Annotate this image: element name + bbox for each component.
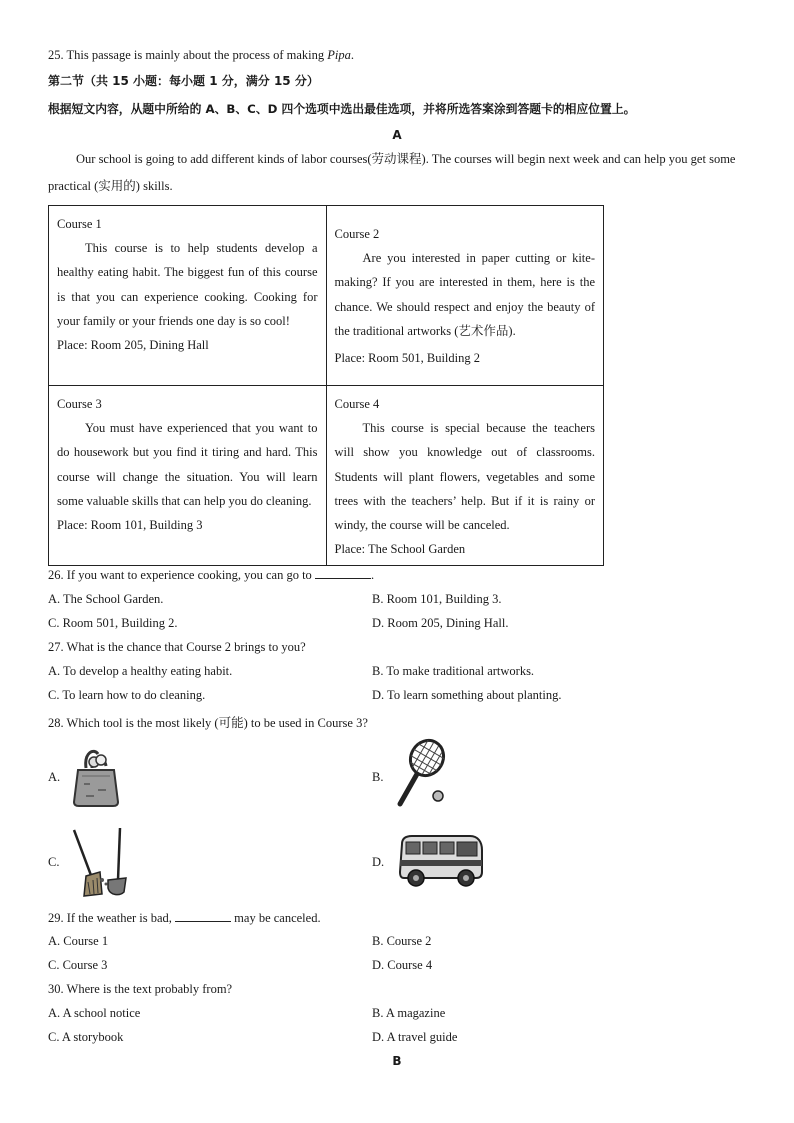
option-d: D. [372,855,385,869]
option-a: A. Course 1 [48,934,109,948]
course-title: Course 3 [57,397,102,411]
section-title: 第二节（共 15 小题：每小题 1 分，满分 15 分） [48,74,319,88]
passage-a-intro: Our school is going to add different kinds of labor courses(劳动课程). The courses will begin next week and can help you get some practical (实用的) skills. [48,152,736,193]
course-4-cell [326,386,604,566]
bag-icon [70,744,122,808]
course-body: This course is special because the teachers will show you knowledge out of classrooms. Students will plant flowers, vegetables and some trees with the teachers’ help. But if it is rainy or windy, the course will be canceled. [334,421,595,533]
course-title: Course 2 [334,227,380,241]
course-body: You must have experienced that you want to do housework but you find it tiring and hard. This course will change the situation. You will learn some valuable skills that can help you do cleaning. [57,421,318,508]
option-a: A. [48,770,61,784]
question-29-stem: 29. If the weather is bad, may be canceled. [48,911,321,925]
answer-blank [315,567,371,579]
option-c: C. [48,855,60,869]
course-table [48,205,604,566]
option-a: A. A school notice [48,1006,141,1020]
option-a: A. The School Garden. [48,592,164,606]
bus-icon [396,830,486,890]
option-d: D. A travel guide [372,1030,458,1044]
option-c: C. A storybook [48,1030,124,1044]
option-c: C. To learn how to do cleaning. [48,688,206,702]
option-d: D. Course 4 [372,958,433,972]
question-30-stem: 30. Where is the text probably from? [48,982,233,996]
course-body: This course is to help students develop a healthy eating habit. The biggest fun of this course is that you can experience cooking. Cooking for your family or your friends one day is so cool! [57,241,318,328]
question-28-stem: 28. Which tool is the most likely (可能) to be used in Course 3? [48,716,368,730]
question-27-stem: 27. What is the chance that Course 2 brings to you? [48,640,306,654]
question-25: 25. This passage is mainly about the process of making Pipa. [48,48,354,62]
option-b: B. Course 2 [372,934,432,948]
course-title: Course 4 [334,397,380,411]
course-place: Place: Room 501, Building 2 [334,351,480,366]
course-place: Place: The School Garden [334,542,466,557]
option-c: C. Room 501, Building 2. [48,616,178,630]
answer-blank [175,910,231,922]
option-c: C. Course 3 [48,958,108,972]
option-b: B. [372,770,384,784]
course-1-cell [49,206,327,386]
course-place: Place: Room 205, Dining Hall [57,338,209,353]
course-title: Course 1 [57,217,102,231]
option-b: B. To make traditional artworks. [372,664,535,678]
question-26-stem: 26. If you want to experience cooking, you can go to . [48,568,375,582]
broom-and-dustpan-icon [68,826,130,898]
pipa-italic: Pipa [327,48,351,62]
option-d: D. To learn something about planting. [372,688,562,702]
passage-a-heading: A [392,128,402,142]
section-instruction: 根据短文内容，从题中所给的 A、B、C、D 四个选项中选出最佳选项，并将所选答案涂到答题卡的相应位置上。 [48,102,636,116]
option-b: B. A magazine [372,1006,446,1020]
course-body: Are you interested in paper cutting or kite-making? If you are interested in them, here is the chance. We should respect and enjoy the beauty of the traditional artworks (艺术作品). [334,251,595,338]
course-2-cell [326,206,604,386]
option-d: D. Room 205, Dining Hall. [372,616,509,630]
passage-b-heading: B [392,1054,402,1068]
option-b: B. Room 101, Building 3. [372,592,502,606]
course-place: Place: Room 101, Building 3 [57,518,203,533]
course-3-cell [49,386,327,566]
option-a: A. To develop a healthy eating habit. [48,664,233,678]
tennis-racket-icon [392,738,450,814]
